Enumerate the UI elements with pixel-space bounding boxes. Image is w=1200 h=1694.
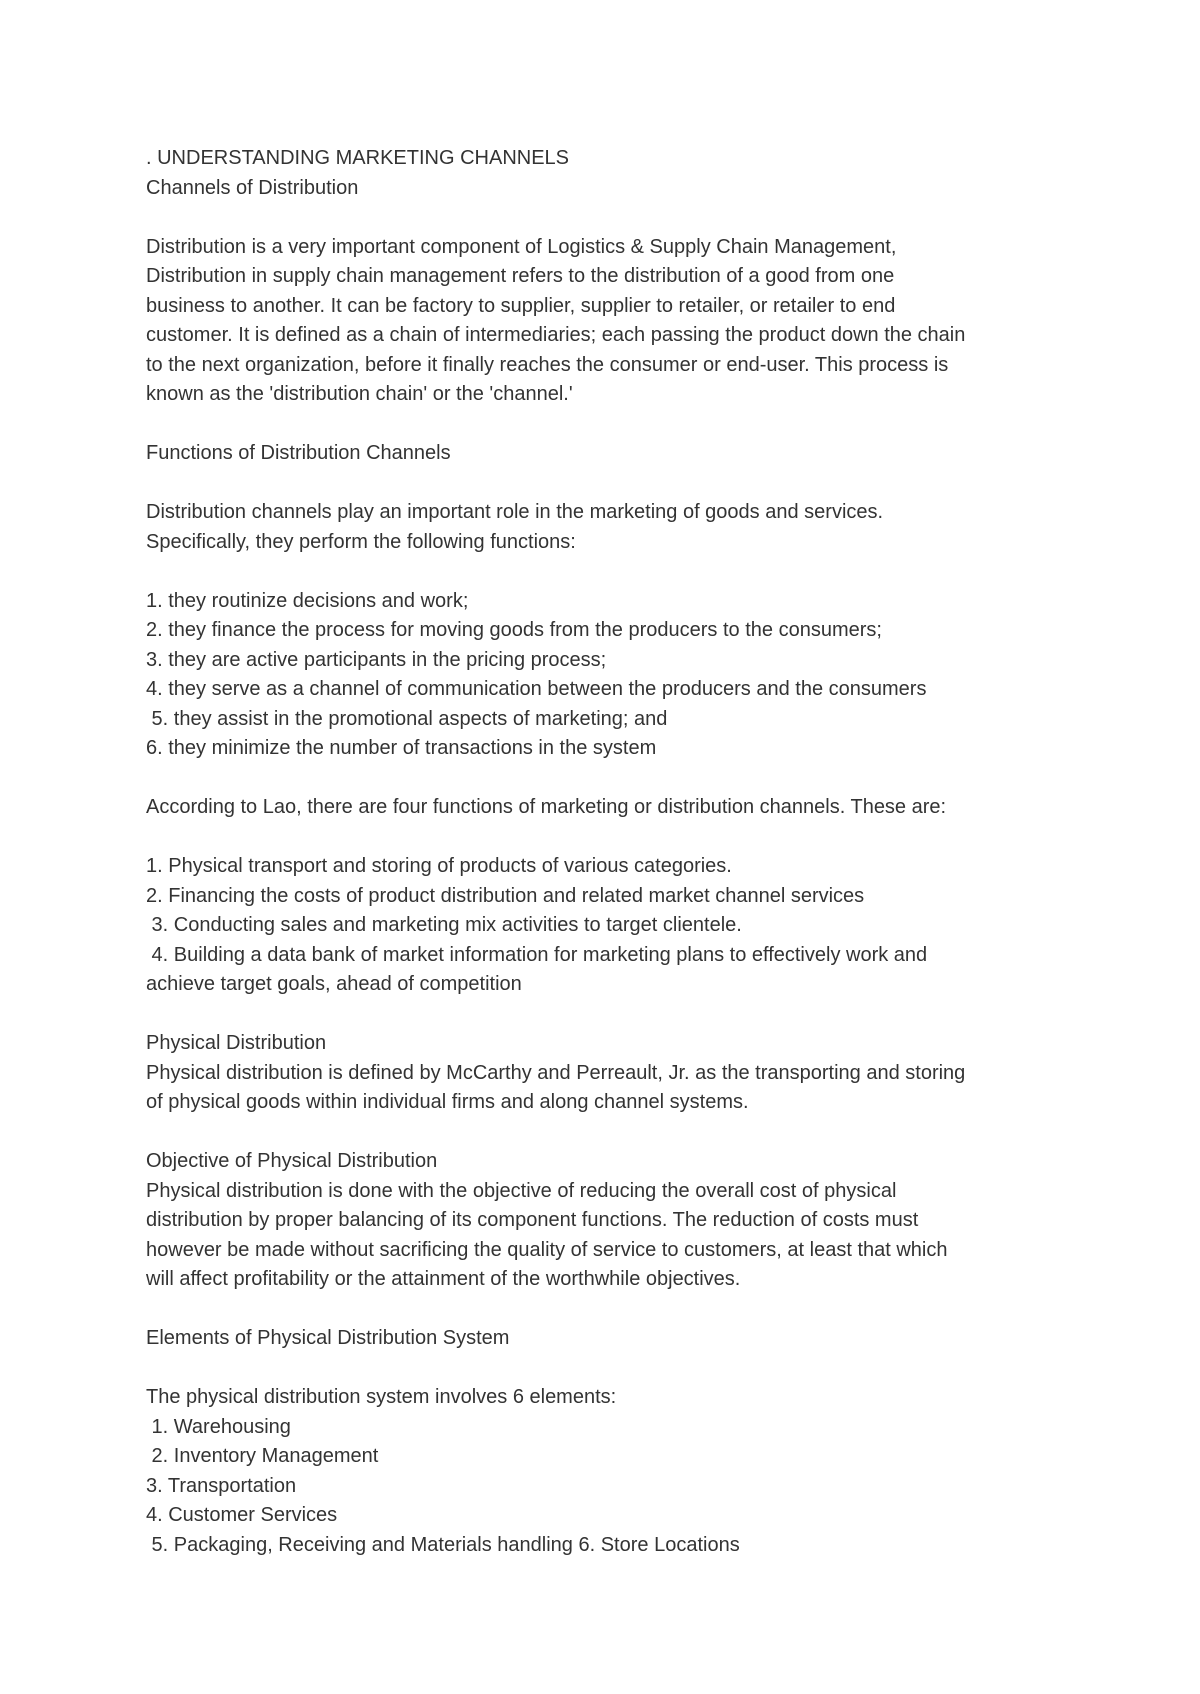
functions-heading: Functions of Distribution Channels	[146, 442, 451, 464]
spacer	[146, 557, 1086, 587]
spacer	[146, 203, 1086, 233]
physical-heading: Physical Distribution	[146, 1032, 327, 1054]
objective-heading: Objective of Physical Distribution	[146, 1150, 438, 1172]
intro-line: customer. It is defined as a chain of intermediaries; each passing the product down the chain	[146, 324, 966, 346]
intro-line: Distribution in supply chain management refers to the distribution of a good from one	[146, 265, 895, 287]
objective-text-line: Physical distribution is done with the objective of reducing the overall cost of physical	[146, 1179, 897, 1202]
functions-intro-line: Specifically, they perform the following functions:	[146, 530, 576, 553]
functions-list-item: 6. they minimize the number of transactions in the system	[146, 737, 657, 759]
lao-intro: According to Lao, there are four functions of marketing or distribution channels. These are:	[146, 796, 947, 818]
spacer	[146, 1118, 1086, 1148]
lao-list-item: 2. Financing the costs of product distribution and related market channel services	[146, 884, 865, 907]
spacer	[146, 1295, 1086, 1325]
intro-line: business to another. It can be factory to supplier, supplier to retailer, or retailer to end	[146, 294, 896, 317]
document-page	[146, 144, 1086, 1560]
elements-list-item: 1. Warehousing	[146, 1415, 291, 1438]
lao-list-item: achieve target goals, ahead of competition	[146, 973, 522, 995]
elements-list-item: 3. Transportation	[146, 1474, 297, 1497]
document-title: . UNDERSTANDING MARKETING CHANNELS	[146, 147, 570, 169]
functions-list-item: 3. they are active participants in the pricing process;	[146, 648, 607, 671]
lao-list-item: 3. Conducting sales and marketing mix activities to target clientele.	[146, 914, 742, 936]
objective-text-line: will affect profitability or the attainment of the worthwhile objectives.	[146, 1268, 741, 1290]
elements-heading: Elements of Physical Distribution System	[146, 1327, 510, 1349]
functions-list-item: 4. they serve as a channel of communication between the producers and the consumers	[146, 678, 927, 700]
elements-list-item: 5. Packaging, Receiving and Materials handling 6. Store Locations	[146, 1533, 740, 1556]
spacer	[146, 410, 1086, 440]
lao-list-item: 4. Building a data bank of market information for marketing plans to effectively work and	[146, 943, 928, 966]
physical-text-line: of physical goods within individual firms and along channel systems.	[146, 1091, 749, 1113]
spacer	[146, 764, 1086, 794]
objective-text-line: distribution by proper balancing of its component functions. The reduction of costs must	[146, 1209, 919, 1231]
intro-line: Distribution is a very important component of Logistics & Supply Chain Management,	[146, 235, 897, 258]
functions-intro-line: Distribution channels play an important role in the marketing of goods and services.	[146, 501, 884, 523]
lao-list-item: 1. Physical transport and storing of products of various categories.	[146, 855, 732, 877]
elements-list-item: 4. Customer Services	[146, 1504, 338, 1526]
functions-list-item: 5. they assist in the promotional aspects of marketing; and	[146, 707, 668, 730]
elements-list-item: 2. Inventory Management	[146, 1445, 379, 1467]
elements-intro: The physical distribution system involves 6 elements:	[146, 1386, 617, 1408]
objective-text-line: however be made without sacrificing the quality of service to customers, at least that which	[146, 1238, 948, 1261]
intro-line: to the next organization, before it finally reaches the consumer or end-user. This process is	[146, 353, 949, 376]
spacer	[146, 823, 1086, 853]
spacer	[146, 469, 1086, 499]
intro-line: known as the 'distribution chain' or the 'channel.'	[146, 383, 573, 405]
spacer	[146, 1354, 1086, 1384]
functions-list-item: 1. they routinize decisions and work;	[146, 589, 469, 612]
document-subtitle: Channels of Distribution	[146, 176, 359, 199]
functions-list-item: 2. they finance the process for moving goods from the producers to the consumers;	[146, 619, 882, 641]
physical-text-line: Physical distribution is defined by McCarthy and Perreault, Jr. as the transporting and storing	[146, 1061, 966, 1084]
spacer	[146, 1000, 1086, 1030]
